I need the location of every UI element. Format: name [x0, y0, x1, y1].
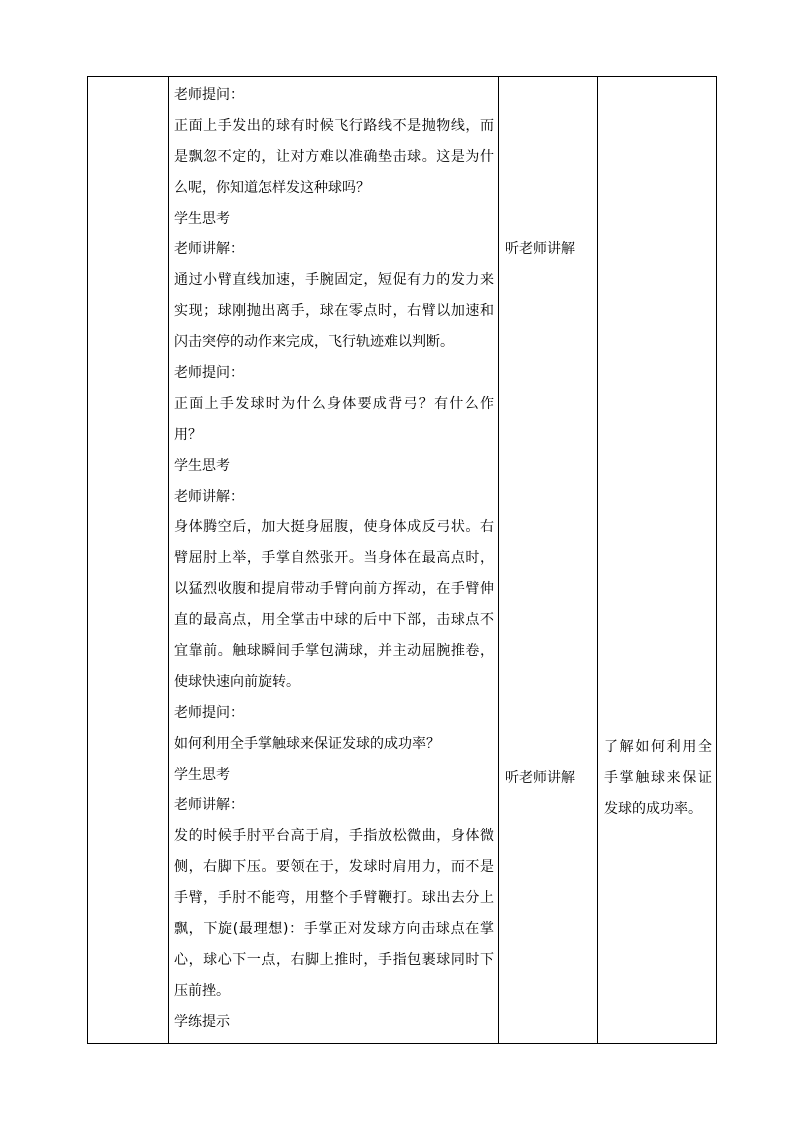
content-line: 身体腾空后，加大挺身屈腹，使身体成反弓状。右	[174, 519, 494, 536]
content-line: 老师提问：	[174, 87, 244, 103]
content-line: 宜靠前。触球瞬间手掌包满球，并主动屈腕推卷，	[174, 643, 494, 660]
content-line: 学练提示	[174, 1013, 230, 1030]
purpose-cell	[598, 77, 717, 1044]
content-line: 使球快速向前旋转。	[174, 673, 300, 690]
teaching-content-cell	[169, 77, 499, 1044]
content-line: 心，球心下一点，右脚上推时，手指包裹球同时下	[174, 951, 494, 968]
content-line: 老师提问：	[174, 704, 244, 721]
content-line: 实现；球刚抛出离手，球在零点时，右臂以加速和	[174, 303, 494, 320]
content-line: 发的时候手肘平台高于肩，手指放松微曲，身体微	[174, 828, 494, 845]
content-line: 学生思考	[174, 766, 230, 783]
content-line: 正面上手发球时为什么身体要成背弓？有什么作	[174, 395, 494, 412]
content-line: 通过小臂直线加速，手腕固定，短促有力的发力来	[174, 272, 494, 289]
content-line: 直的最高点，用全掌击中球的后中下部，击球点不	[174, 612, 494, 629]
content-line: 如何利用全手掌触球来保证发球的成功率？	[174, 735, 440, 752]
student-activity-cell	[499, 77, 598, 1044]
content-line: 压前挫。	[174, 982, 230, 999]
content-line: 学生思考	[174, 457, 230, 474]
content-line: 闪击突停的动作来完成，飞行轨迹难以判断。	[174, 334, 454, 351]
content-line: 侧，右脚下压。要领在于，发球时肩用力，而不是	[174, 859, 494, 876]
content-line: 正面上手发出的球有时候飞行路线不是抛物线，而	[174, 117, 494, 134]
content-line: 是飘忽不定的，让对方难以准确垫击球。这是为什	[174, 148, 494, 165]
content-line: 臂屈肘上举，手掌自然张开。当身体在最高点时，	[174, 550, 494, 567]
content-line: 么呢，你知道怎样发这种球吗？	[174, 179, 370, 196]
content-line: 老师讲解：	[174, 488, 244, 505]
content-line: 手臂，手肘不能弯，用整个手臂鞭打。球出去分上	[174, 890, 494, 907]
student-activity-second	[505, 763, 593, 794]
table-row	[88, 77, 717, 1044]
content-line: 老师讲解：	[174, 797, 244, 814]
content-line: 用？	[174, 426, 202, 443]
student-activity-text: 听老师讲解	[505, 770, 575, 786]
student-activity-text: 听老师讲解	[505, 241, 575, 257]
lesson-plan-table	[87, 76, 717, 1044]
purpose-line: 手掌触球来保证	[604, 770, 712, 786]
content-line: 飘，下旋(最理想)：手掌正对发球方向击球点在掌	[174, 921, 494, 938]
purpose-text-block	[604, 732, 712, 825]
purpose-line: 发球的成功率。	[604, 801, 702, 817]
purpose-line: 了解如何利用全	[604, 739, 712, 755]
content-line: 以猛烈收腹和提肩带动手臂向前方挥动，在手臂伸	[174, 581, 494, 598]
content-line: 老师讲解：	[174, 241, 244, 258]
blank-column-cell	[88, 77, 169, 1044]
content-line: 老师提问：	[174, 365, 244, 382]
content-line: 学生思考	[174, 210, 230, 227]
student-activity-first	[505, 234, 593, 265]
